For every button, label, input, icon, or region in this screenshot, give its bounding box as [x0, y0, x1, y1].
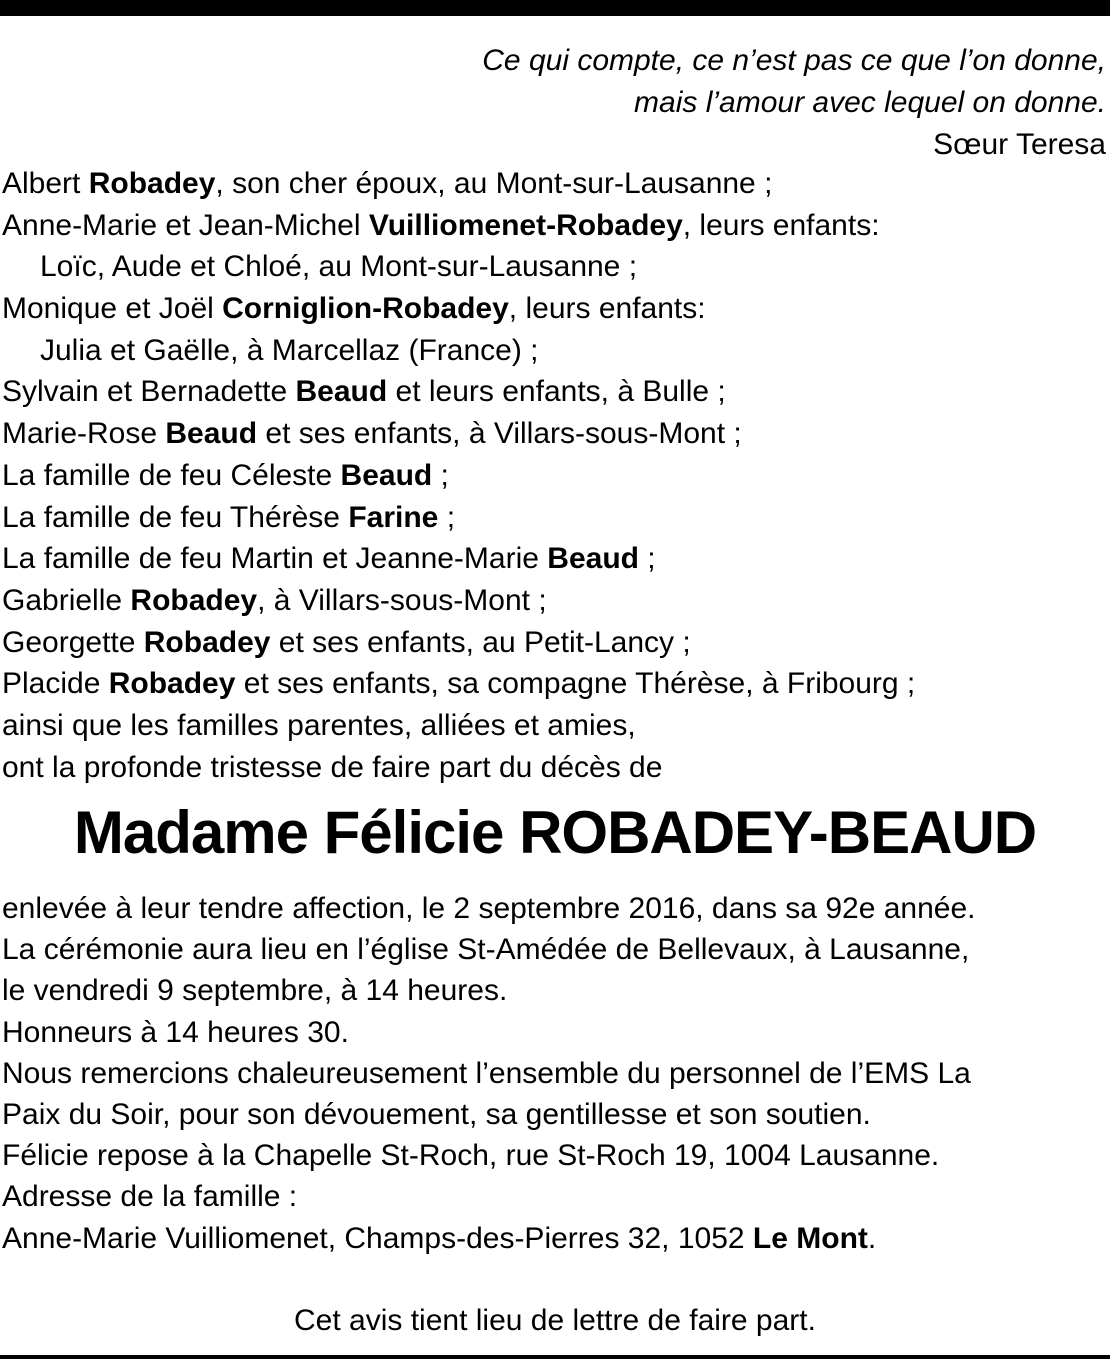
bottom-rule: [0, 1355, 1110, 1359]
family-line: Julia et Gaëlle, à Marcellaz (France) ;: [40, 333, 539, 367]
deceased-name: Madame Félicie ROBADEY-BEAUD: [73, 799, 1037, 866]
family-line: ainsi que les familles parentes, alliées et amies,: [2, 708, 636, 742]
quote-line-1: Ce qui compte, ce n’est pas ce que l’on donne,: [482, 44, 1106, 77]
details-line: Honneurs à 14 heures 30.: [2, 1015, 349, 1049]
family-line: Georgette Robadey et ses enfants, au Petit-Lancy ;: [2, 625, 691, 659]
ceremony-details: [2, 888, 1108, 1259]
family-line: Loïc, Aude et Chloé, au Mont-sur-Lausanne ;: [40, 250, 638, 284]
quote-author: Sœur Teresa: [933, 128, 1106, 161]
family-line: Sylvain et Bernadette Beaud et leurs enfants, à Bulle ;: [2, 375, 726, 409]
details-line: Anne-Marie Vuilliomenet, Champs-des-Pierres 32, 1052 Le Mont.: [2, 1221, 877, 1255]
details-line: Félicie repose à la Chapelle St-Roch, rue St-Roch 19, 1004 Lausanne.: [2, 1139, 940, 1173]
details-line: le vendredi 9 septembre, à 14 heures.: [2, 974, 508, 1008]
family-line: Anne-Marie et Jean-Michel Vuilliomenet-Robadey, leurs enfants:: [2, 208, 880, 242]
top-rule: [0, 0, 1110, 16]
family-line: Monique et Joël Corniglion-Robadey, leurs enfants:: [2, 292, 706, 326]
family-line: La famille de feu Thérèse Farine ;: [2, 500, 456, 534]
details-line: Adresse de la famille :: [2, 1180, 298, 1214]
details-line: Nous remercions chaleureusement l’ensemble du personnel de l’EMS La: [2, 1056, 971, 1090]
family-list: [2, 163, 1102, 788]
details-line: enlevée à leur tendre affection, le 2 septembre 2016, dans sa 92e année.: [2, 892, 976, 925]
family-line: Placide Robadey et ses enfants, sa compagne Thérèse, à Fribourg ;: [2, 667, 916, 701]
family-line: Albert Robadey, son cher époux, au Mont-sur-Lausanne ;: [2, 167, 773, 200]
family-line: ont la profonde tristesse de faire part du décès de: [2, 750, 663, 784]
family-line: Marie-Rose Beaud et ses enfants, à Villars-sous-Mont ;: [2, 417, 742, 451]
family-line: La famille de feu Céleste Beaud ;: [2, 458, 449, 492]
details-line: Paix du Soir, pour son dévouement, sa gentillesse et son soutien.: [2, 1097, 871, 1131]
family-line: Gabrielle Robadey, à Villars-sous-Mont ;: [2, 583, 547, 617]
details-line: La cérémonie aura lieu en l’église St-Amédée de Bellevaux, à Lausanne,: [2, 933, 970, 967]
quote-line-2: mais l’amour avec lequel on donne.: [634, 86, 1106, 119]
footer-notice: Cet avis tient lieu de lettre de faire part.: [294, 1304, 816, 1337]
epigraph-quote: [482, 40, 1106, 166]
family-line: La famille de feu Martin et Jeanne-Marie Beaud ;: [2, 542, 656, 576]
